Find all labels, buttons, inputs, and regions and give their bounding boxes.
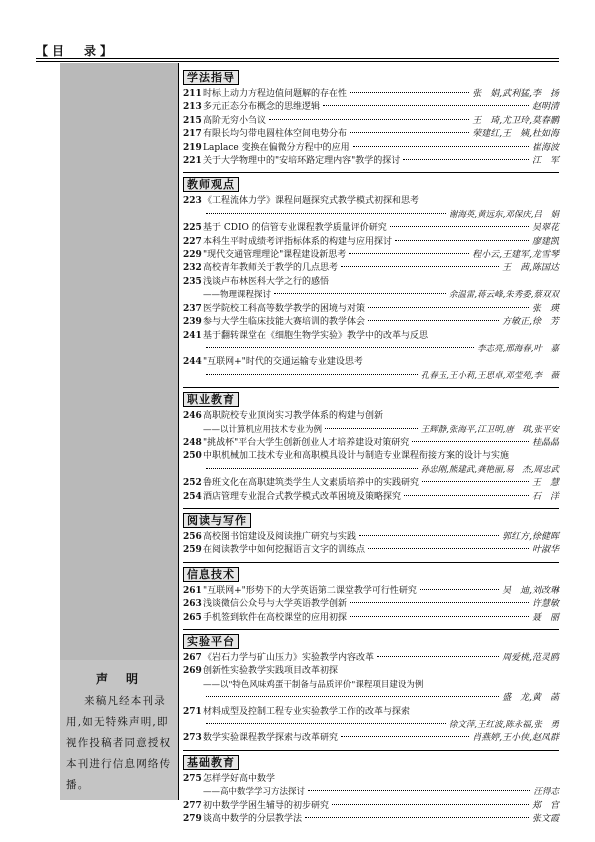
page-number: 237: [183, 303, 202, 314]
section-title: 信息技术: [183, 567, 239, 582]
entry-authors: 孔春玉,王小莉,王思卓,邓莹苑,李 薇: [420, 370, 559, 381]
toc-entry[interactable]: [183, 732, 559, 745]
page-number: 273: [183, 733, 202, 744]
dot-leader: [350, 602, 529, 603]
dot-leader: [308, 790, 530, 791]
entry-authors: 余温雷,蒋云峰,朱秀委,蔡双双: [448, 290, 559, 301]
page-number: 277: [183, 800, 202, 811]
entry-authors: 廖建凯: [531, 236, 559, 247]
toc-entry[interactable]: [183, 544, 559, 557]
page-number: 261: [183, 585, 202, 596]
toc-entry[interactable]: [183, 437, 559, 450]
entry-continuation: [183, 343, 559, 356]
page-number: 250: [183, 451, 202, 462]
entry-authors: 方敏正,徐 芳: [502, 317, 559, 328]
entry-authors: 徐文萍,王红波,陈永福,张 勇: [448, 720, 559, 731]
declaration-title: 声明: [95, 672, 156, 686]
dot-leader: [206, 696, 499, 697]
entry-authors: 汪得志: [533, 787, 559, 798]
toc-entry[interactable]: [183, 800, 559, 813]
toc-entry[interactable]: [183, 477, 559, 490]
entry-authors: 赵明清: [531, 102, 559, 113]
entry-authors: 张 娟,武利猛,李 扬: [472, 89, 559, 99]
toc-entry[interactable]: [183, 222, 559, 235]
entry-continuation: [183, 719, 559, 732]
page-number: 223: [183, 196, 202, 207]
section-title: 职业教育: [183, 392, 239, 407]
entry-title: 在阅读教学中如何挖掘语言文字的训练点: [203, 545, 366, 556]
dot-leader: [403, 159, 529, 160]
entry-continuation: [183, 209, 559, 222]
dot-leader: [332, 804, 529, 805]
entry-title: 参与大学生临床技能大赛培训的教学体会: [203, 317, 366, 328]
table-of-contents: [183, 66, 559, 826]
page-number: 241: [183, 330, 202, 341]
entry-continuation: [183, 289, 559, 302]
section-title: 教师观点: [183, 177, 239, 192]
dot-leader: [274, 293, 446, 294]
entry-authors: 许慧敏: [531, 599, 559, 610]
toc-entry[interactable]: [183, 706, 559, 719]
section-title: 学法指导: [183, 70, 239, 85]
section-separator: [183, 750, 559, 751]
page-number: 244: [183, 357, 202, 368]
toc-entry[interactable]: [183, 249, 559, 262]
entry-title: "互联网+"时代的交通运输专业建设思考: [203, 357, 363, 368]
page-number: 229: [183, 250, 202, 261]
entry-title: 有限长均匀带电圆柱体空间电势分布: [203, 129, 348, 140]
toc-entry[interactable]: [183, 652, 559, 665]
toc-entry[interactable]: [183, 491, 559, 504]
toc-entry[interactable]: [183, 115, 559, 128]
entry-title: 高职院校专业顶岗实习教学体系的构建与创新: [203, 411, 384, 422]
entry-title: 材料成型及控制工程专业实验教学工作的改革与探索: [203, 706, 411, 717]
entry-authors: 吴 迪,刘改琳: [502, 585, 559, 596]
page-number: 232: [183, 263, 202, 274]
entry-continuation: [183, 370, 559, 383]
dot-leader: [323, 105, 529, 106]
page-number: 225: [183, 223, 202, 234]
page-number: 217: [183, 129, 202, 140]
page-number: 275: [183, 773, 202, 784]
entry-title: 浅谈卢布林医科大学之行的感悟: [203, 276, 330, 287]
toc-entry[interactable]: [183, 128, 559, 141]
entry-title: 手机签到软件在高校课堂的应用初探: [203, 612, 348, 623]
entry-title: 高校图书馆建设及阅读推广研究与实践: [203, 531, 357, 542]
page-number: 239: [183, 317, 202, 328]
entry-authors: 张文霞: [531, 814, 559, 825]
entry-authors: 盛 龙,黄 菡: [502, 693, 559, 704]
entry-authors: 王 琦,尤卫玲,莫春鹏: [472, 115, 559, 126]
dot-leader: [206, 347, 474, 348]
page-number: 215: [183, 115, 202, 126]
toc-entry[interactable]: [183, 316, 559, 329]
page-number: 259: [183, 545, 202, 556]
toc-entry[interactable]: [183, 88, 559, 101]
entry-title: 高校青年教师关于教学的几点思考: [203, 263, 339, 274]
dot-leader: [350, 616, 529, 617]
page-number: 269: [183, 666, 202, 677]
dot-leader: [206, 374, 418, 375]
section-separator: [183, 508, 559, 509]
toc-entry[interactable]: [183, 692, 559, 705]
page-number: 219: [183, 142, 202, 153]
toc-entry[interactable]: [183, 195, 559, 208]
section-title: 阅读与写作: [183, 513, 251, 528]
toc-entry[interactable]: [183, 813, 559, 826]
column-divider: [178, 63, 179, 800]
entry-subtitle: ——高中数学学习方法探讨: [203, 787, 306, 798]
dot-leader: [350, 132, 469, 133]
page-number: 256: [183, 531, 202, 542]
dot-leader: [359, 535, 499, 536]
page-number: 213: [183, 102, 202, 113]
dot-leader: [349, 253, 469, 254]
toc-entry[interactable]: [183, 276, 559, 289]
entry-authors: 程小云,王建军,龙雪琴: [472, 250, 559, 261]
entry-title: 初中数学学困生辅导的初步研究: [203, 800, 330, 811]
dot-leader: [422, 481, 529, 482]
toc-entry[interactable]: [183, 155, 559, 168]
dot-leader: [368, 320, 499, 321]
entry-title: 鲁班文化在高职建筑类学生人文素质培养中的实践研究: [203, 478, 420, 489]
entry-authors: 谢海英,黄远东,邓保庆,吕 娟: [448, 209, 559, 220]
entry-title: Laplace 变换在偏微分方程中的应用: [203, 142, 350, 153]
entry-title: 基于 CDIO 的信管专业课程教学质量评价研究: [203, 223, 387, 234]
entry-subtitle: ——以计算机应用技术专业为例: [203, 424, 323, 435]
entry-title: 浅谈微信公众号与大学英语教学创新: [203, 599, 348, 610]
toc-entry[interactable]: [183, 101, 559, 114]
dot-leader: [395, 240, 529, 241]
entry-continuation: [183, 679, 559, 692]
entry-title: "互联网+"形势下的大学英语第二课堂教学可行性研究: [203, 585, 417, 596]
entry-authors: 吴翠花: [531, 223, 559, 234]
entry-title: 基于翻转课堂在《细胞生物学实验》教学中的改革与反思: [203, 330, 429, 341]
entry-title: 中职机械加工技术专业和高职模具设计与制造专业课程衔接方案的设计与实施: [203, 451, 510, 462]
entry-authors: 叶淑华: [531, 545, 559, 556]
toc-entry[interactable]: [183, 236, 559, 249]
dot-leader: [269, 119, 469, 120]
header-rule-thin: [36, 61, 559, 62]
entry-authors: 石 洋: [531, 491, 559, 502]
section-separator: [183, 172, 559, 173]
dot-leader: [206, 723, 446, 724]
entry-title: 本科生平时成绩考评指标体系的构建与应用探讨: [203, 236, 393, 247]
entry-title: 医学院校工科高等数学教学的困境与对策: [203, 303, 366, 314]
dot-leader: [350, 92, 469, 93]
dot-leader: [353, 146, 529, 147]
dot-leader: [341, 266, 499, 267]
page-number: 227: [183, 236, 202, 247]
entry-title: 时标上动力方程边值问题解的存在性: [203, 89, 348, 99]
dot-leader: [368, 307, 529, 308]
dot-leader: [341, 736, 469, 737]
entry-authors: 荣建红,王 姨,杜如海: [472, 129, 559, 140]
section-title: 实验平台: [183, 634, 239, 649]
entry-authors: 崔海波: [531, 142, 559, 153]
entry-authors: 周爱桃,范灵鸥: [502, 653, 559, 663]
page-number: 265: [183, 612, 202, 623]
page-number: 252: [183, 478, 202, 489]
toc-entry[interactable]: [183, 773, 559, 786]
dot-leader: [368, 548, 529, 549]
toc-entry[interactable]: [183, 303, 559, 316]
page-number: 279: [183, 814, 202, 825]
page-number: 248: [183, 437, 202, 448]
dot-leader: [325, 428, 418, 429]
entry-title: "现代交通管理理论"课程建设新思考: [203, 250, 347, 261]
entry-title: 《岩石力学与矿山压力》实验教学内容改革: [203, 653, 375, 663]
header-rule: [36, 58, 559, 59]
entry-subtitle: ——以"特色风味鸡蛋干制备与品质评价"课程项目建设为例: [203, 679, 424, 690]
toc-entry[interactable]: [183, 330, 559, 343]
page-number: 271: [183, 706, 202, 717]
section-title: 基础教育: [183, 755, 239, 770]
page-number: 267: [183, 653, 202, 663]
entry-title: 谈高中数学的分层教学法: [203, 814, 303, 825]
dot-leader: [305, 817, 529, 818]
section-separator: [183, 562, 559, 563]
entry-title: 多元正态分布概念的思维逻辑: [203, 102, 321, 113]
declaration-body: 来稿凡经本刊录用,如无特殊声明,即视作投稿者同意授权本刊进行信息网络传播。: [66, 695, 172, 791]
dot-leader: [206, 468, 418, 469]
dot-leader: [412, 441, 529, 442]
entry-title: 创新性实验教学实践项目改革初探: [203, 666, 339, 677]
toc-entry[interactable]: [183, 585, 559, 598]
declaration-box: [60, 660, 178, 800]
entry-title: 高阶无穷小刍议: [203, 115, 267, 126]
entry-authors: 李志亮,邢海春,叶 嘉: [477, 343, 559, 354]
entry-title: "挑战杯"平台大学生创新创业人才培养建设对策研究: [203, 437, 410, 448]
page-number: 246: [183, 411, 202, 422]
toc-entry[interactable]: [183, 531, 559, 544]
dot-leader: [377, 656, 499, 657]
entry-authors: 肖燕婷,王小侠,赵凤群: [472, 733, 559, 744]
page-number: 263: [183, 599, 202, 610]
entry-authors: 江 军: [531, 156, 559, 167]
entry-authors: 郭红方,徐健晖: [502, 531, 559, 542]
toc-entry[interactable]: [183, 410, 559, 423]
entry-authors: 桂晶晶: [531, 437, 559, 448]
entry-authors: 王 茜,陈国达: [502, 263, 559, 274]
section-separator: [183, 387, 559, 388]
toc-entry[interactable]: [183, 142, 559, 155]
toc-entry[interactable]: [183, 598, 559, 611]
dot-leader: [206, 213, 446, 214]
entry-authors: 聂 丽: [531, 612, 559, 623]
page-number: 254: [183, 491, 202, 502]
toc-entry[interactable]: [183, 356, 559, 369]
section-separator: [183, 629, 559, 630]
dot-leader: [420, 589, 499, 590]
dot-leader: [404, 495, 529, 496]
entry-title: 关于大学物理中的"安培环路定理内容"教学的探讨: [203, 156, 401, 167]
page-number: 221: [183, 156, 202, 167]
entry-authors: 郑 官: [531, 800, 559, 811]
entry-continuation: [183, 464, 559, 477]
entry-continuation: [183, 424, 559, 437]
entry-authors: 张 瑛: [531, 303, 559, 314]
toc-entry[interactable]: [183, 665, 559, 678]
dot-leader: [390, 226, 529, 227]
toc-entry[interactable]: [183, 612, 559, 625]
page-number: 211: [183, 89, 202, 99]
entry-continuation: [183, 786, 559, 799]
page-number: 235: [183, 276, 202, 287]
entry-subtitle: ——物理课程探讨: [203, 290, 272, 301]
entry-authors: 王 慧: [531, 478, 559, 489]
toc-entry[interactable]: [183, 450, 559, 463]
entry-authors: 孙忠刚,熊建武,龚艳丽,易 杰,周忠武: [420, 464, 559, 475]
entry-title: 《工程流体力学》课程问题探究式教学模式初探和思考: [203, 196, 420, 207]
entry-authors: 王辉静,张海平,江卫明,唐 琪,张平安: [420, 424, 559, 435]
entry-title: 酒店管理专业混合式教学模式改革困境及策略探究: [203, 491, 402, 502]
entry-title: 数学实验课程教学探索与改革研究: [203, 733, 339, 744]
toc-entry[interactable]: [183, 262, 559, 275]
contents-header: 【目 录】: [36, 44, 117, 58]
entry-title: 怎样学好高中数学: [203, 773, 276, 784]
